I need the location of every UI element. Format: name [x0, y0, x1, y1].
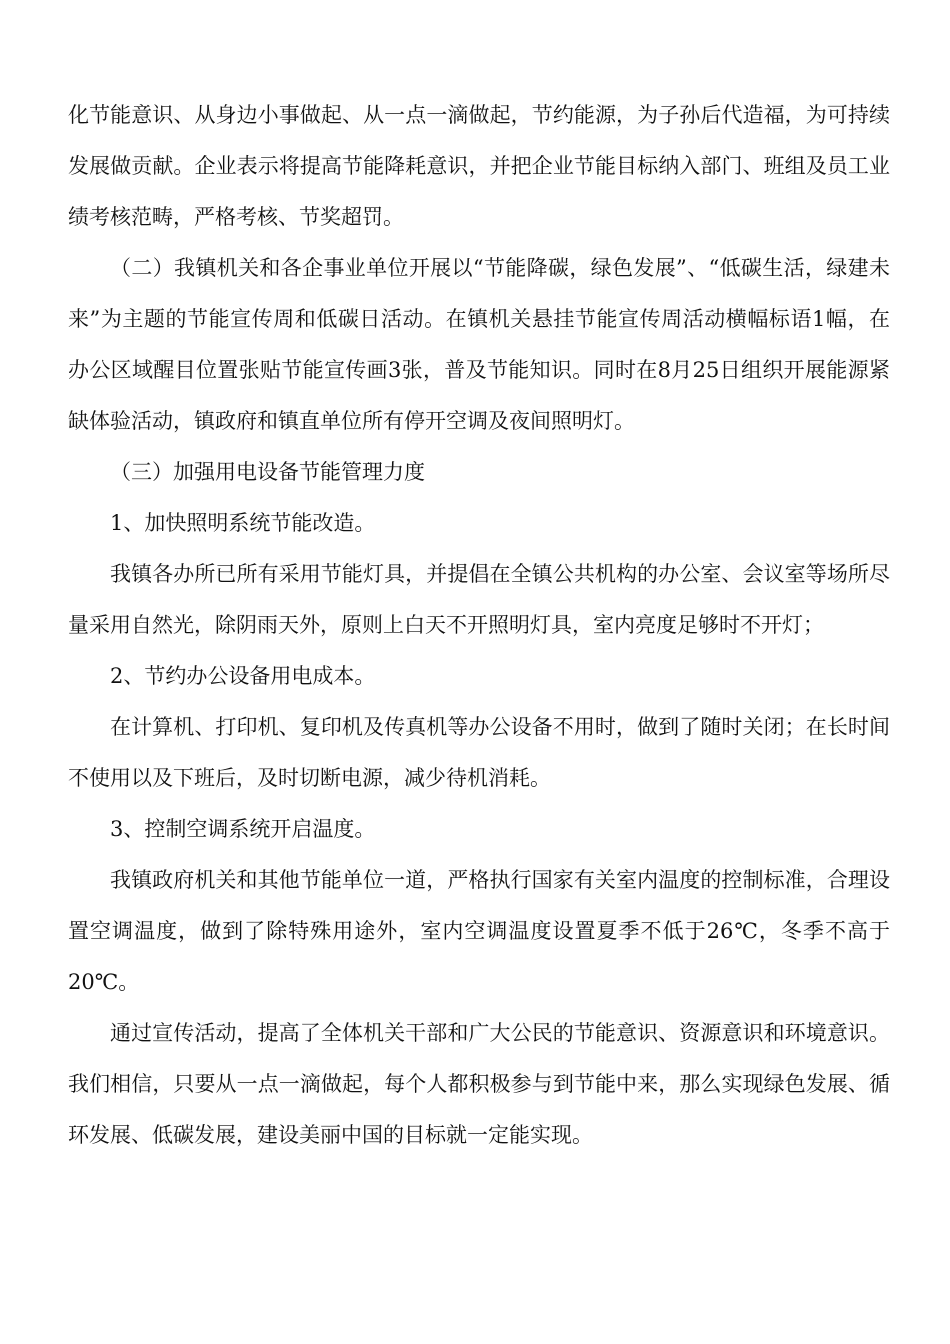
subheading-lighting: 1、加快照明系统节能改造。 [110, 511, 376, 535]
paragraph-continuation: 化节能意识、从身边小事做起、从一点一滴做起，节约能源，为子孙后代造福，为可持续发展做贡献。企业表示将提高节能降耗意识，并把企业节能目标纳入部门、班组及员工业绩考核范畴，严格考核、节奖超罚。 [68, 103, 890, 229]
paragraph-office-equipment: 在计算机、打印机、复印机及传真机等办公设备不用时，做到了随时关闭；在长时间不使用以及下班后，及时切断电源，减少待机消耗。 [68, 715, 890, 790]
paragraph-lighting: 我镇各办所已所有采用节能灯具，并提倡在全镇公共机构的办公室、会议室等场所尽量采用自然光，除阴雨天外，原则上白天不开照明灯具，室内亮度足够时不开灯； [68, 562, 890, 637]
paragraph-air-conditioning: 我镇政府机关和其他节能单位一道，严格执行国家有关室内温度的控制标准，合理设置空调温度，做到了除特殊用途外，室内空调温度设置夏季不低于26℃，冬季不高于20℃。 [68, 868, 890, 994]
paragraph-section-two: （二）我镇机关和各企事业单位开展以“节能降碳，绿色发展”、“低碳生活，绿建未来”为主题的节能宣传周和低碳日活动。在镇机关悬挂节能宣传周活动横幅标语1幅，在办公区域醒目位置张贴节能宣传画3张，普及节能知识。同时在8月25日组织开展能源紧缺体验活动，镇政府和镇直单位所有停开空调及夜间照明灯。 [68, 256, 890, 433]
subheading-air-conditioning: 3、控制空调系统开启温度。 [110, 817, 376, 841]
paragraph-conclusion: 通过宣传活动，提高了全体机关干部和广大公民的节能意识、资源意识和环境意识。我们相信，只要从一点一滴做起，每个人都积极参与到节能中来，那么实现绿色发展、循环发展、低碳发展，建设美丽中国的目标就一定能实现。 [68, 1021, 890, 1147]
heading-section-three: （三）加强用电设备节能管理力度 [110, 460, 425, 484]
subheading-office-equipment: 2、节约办公设备用电成本。 [110, 664, 376, 688]
document-body [68, 90, 890, 1161]
